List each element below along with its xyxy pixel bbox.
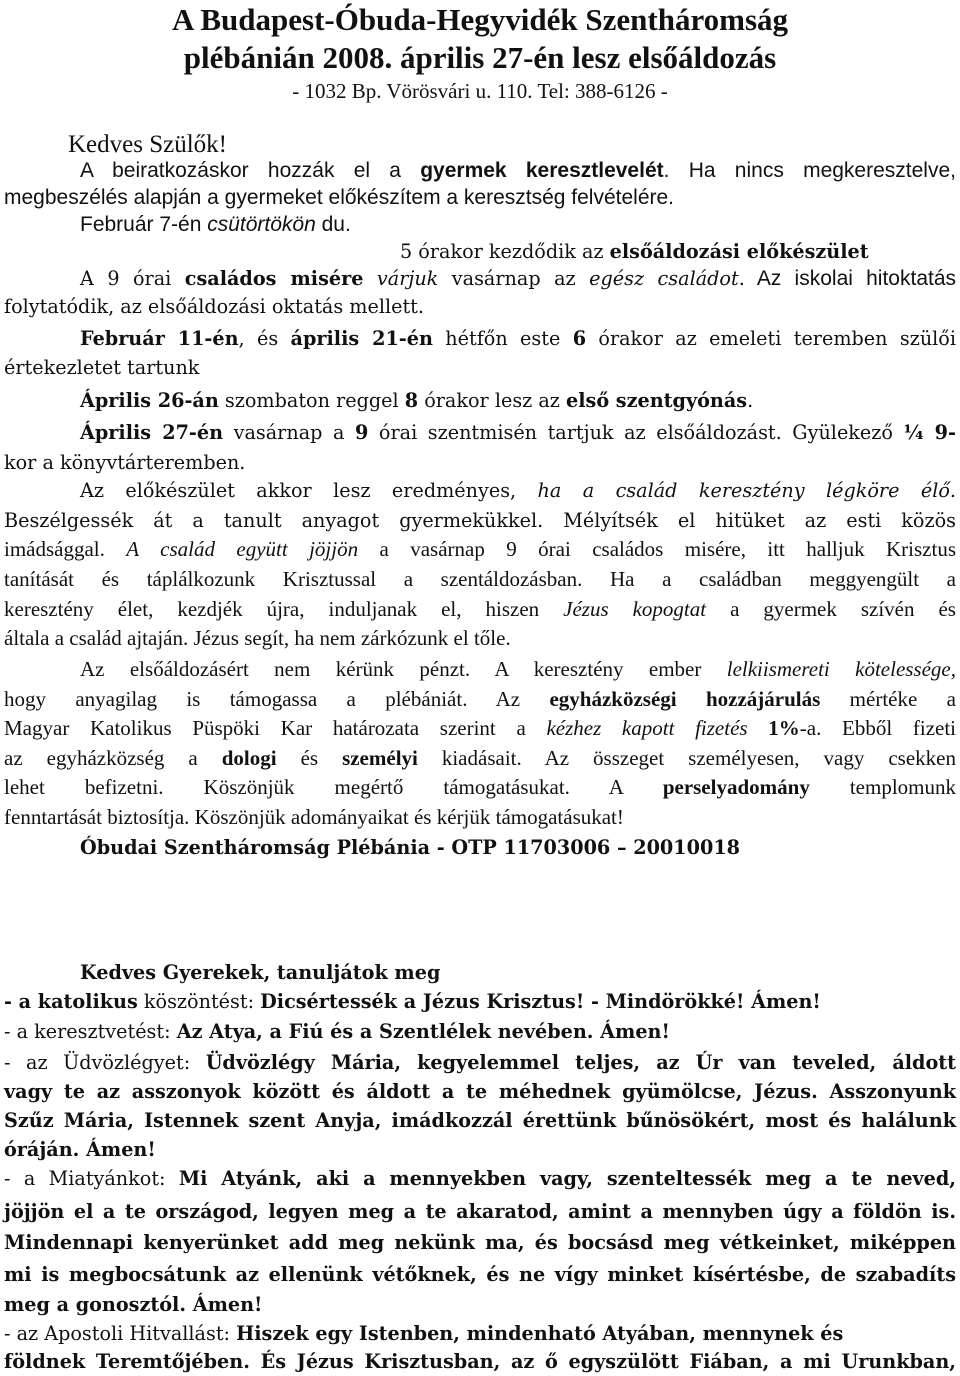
prayer-creed-line-2: földnek Teremtőjében. És Jézus Krisztusban, az ő egyszülött Fiában, a mi Urunkban,: [4, 1350, 956, 1373]
document-title-line-1: A Budapest-Óbuda-Hegyvidék Szentháromság: [171, 2, 789, 37]
document-title-line-2: plébánián 2008. április 27-én lesz elsőáldozás: [183, 40, 777, 75]
parents-line-17: általa a család ajtaján. Jézus segít, ha nem zárkózunk el tőle.: [4, 626, 511, 650]
parents-line-4-right: 5 órakor kezdődik az elsőáldozási előkészület: [400, 240, 869, 263]
parents-line-21: az egyházközség a dologi és személyi kiadásait. Az összeget személyesen, vagy csekken: [4, 746, 956, 770]
parents-line-20: Magyar Katolikus Püspöki Kar határozata szerint a kézhez kapott fizetés 1%-a. Ebből fizeti: [4, 716, 956, 740]
parents-line-7: Február 11-én, és április 21-én hétfőn este 6 órakor az emeleti teremben szülői: [80, 327, 957, 350]
parents-line-8: értekezletet tartunk: [4, 356, 200, 379]
parish-address: - 1032 Bp. Vörösvári u. 110. Tel: 388-6126 -: [292, 79, 668, 103]
parents-line-19: hogy anyagilag is támogassa a plébániát. Az egyházközségi hozzájárulás mértéke a: [4, 687, 956, 711]
parents-line-3: megbeszélés alapján a gyermeket előkészítem a keresztség felvételére.: [4, 186, 675, 209]
parents-line-11: kor a könyvtárteremben.: [4, 451, 246, 474]
prayer-our-father-line-1: - a Miatyánkot: Mi Atyánk, aki a mennyekben vagy, szenteltessék meg a te neved,: [4, 1167, 956, 1190]
children-heading: Kedves Gyerekek, tanuljátok meg: [80, 961, 441, 984]
bank-account: Óbudai Szentháromság Plébánia - OTP 11703006 – 20010018: [80, 836, 741, 859]
prayer-greeting: - a katolikus köszöntést: Dicsértessék a Jézus Krisztus! - Mindörökké! Ámen!: [4, 990, 821, 1013]
prayer-our-father-line-5: meg a gonosztól. Ámen!: [4, 1293, 263, 1316]
prayer-hail-mary-line-4: óráján. Ámen!: [4, 1138, 156, 1161]
parents-line-15: tanítását és táplálkozunk Krisztussal a szentáldozásban. Ha a családban meggyengült a: [4, 567, 956, 591]
prayer-our-father-line-4: mi is megbocsátunk az ellenünk vétőknek, és ne vígy minket kísértésbe, de szabadíts: [4, 1263, 956, 1286]
parents-line-5: A 9 órai családos misére várjuk vasárnap az egész családot. Az iskolai hitoktatás: [80, 267, 957, 290]
prayer-creed-line-1: - az Apostoli Hitvallást: Hiszek egy Istenben, mindenható Atyában, mennynek és: [4, 1322, 844, 1345]
parents-line-14: imádsággal. A család együtt jöjjön a vasárnap 9 órai családos misére, itt halljuk Krisztus: [4, 537, 956, 561]
parents-line-23: fenntartását biztosítja. Köszönjük adományaikat és kérjük támogatásukat!: [4, 805, 624, 829]
prayer-hail-mary-line-3: Szűz Mária, Istennek szent Anyja, imádkozzál érettünk bűnösökért, most és halálunk: [4, 1109, 956, 1132]
parents-line-10: Április 27-én vasárnap a 9 órai szentmisén tartjuk az elsőáldozást. Gyülekező ¼ 9-: [80, 421, 956, 444]
prayer-hail-mary-line-2: vagy te az asszonyok között és áldott a te méhednek gyümölcse, Jézus. Asszonyunk: [4, 1080, 956, 1103]
parents-line-2: A beiratkozáskor hozzák el a gyermek keresztlevelét. Ha nincs megkeresztelve,: [80, 159, 956, 182]
parents-greeting: Kedves Szülők!: [68, 131, 227, 158]
parents-line-9: Április 26-án szombaton reggel 8 órakor lesz az első szentgyónás.: [80, 389, 754, 412]
parents-line-12: Az előkészület akkor lesz eredményes, ha a család keresztény légköre élő.: [80, 479, 956, 502]
parents-line-6: folytatódik, az elsőáldozási oktatás mellett.: [4, 295, 424, 318]
prayer-hail-mary-line-1: - az Üdvözlégyet: Üdvözlégy Mária, kegyelemmel teljes, az Úr van teveled, áldott: [4, 1051, 956, 1074]
parents-line-22: lehet befizetni. Köszönjük megértő támogatásukat. A perselyadomány templomunk: [4, 775, 956, 799]
parents-line-18: Az elsőáldozásért nem kérünk pénzt. A keresztény ember lelkiismereti kötelessége,: [80, 657, 956, 681]
parents-line-13: Beszélgessék át a tanult anyagot gyermekükkel. Mélyítsék el hitüket az esti közös: [4, 509, 956, 532]
parents-line-16: keresztény élet, kezdjék újra, induljanak el, hiszen Jézus kopogtat a gyermek szívén és: [4, 597, 956, 621]
prayer-our-father-line-2: jöjjön el a te országod, legyen meg a te akaratod, amint a mennyben úgy a földön is.: [4, 1200, 956, 1223]
parents-line-4: Február 7-én csütörtökön du.: [80, 213, 351, 236]
prayer-sign-of-cross: - a keresztvetést: Az Atya, a Fiú és a Szentlélek nevében. Ámen!: [4, 1020, 670, 1043]
prayer-our-father-line-3: Mindennapi kenyerünket add meg nekünk ma, és bocsásd meg vétkeinket, miképpen: [4, 1231, 956, 1254]
